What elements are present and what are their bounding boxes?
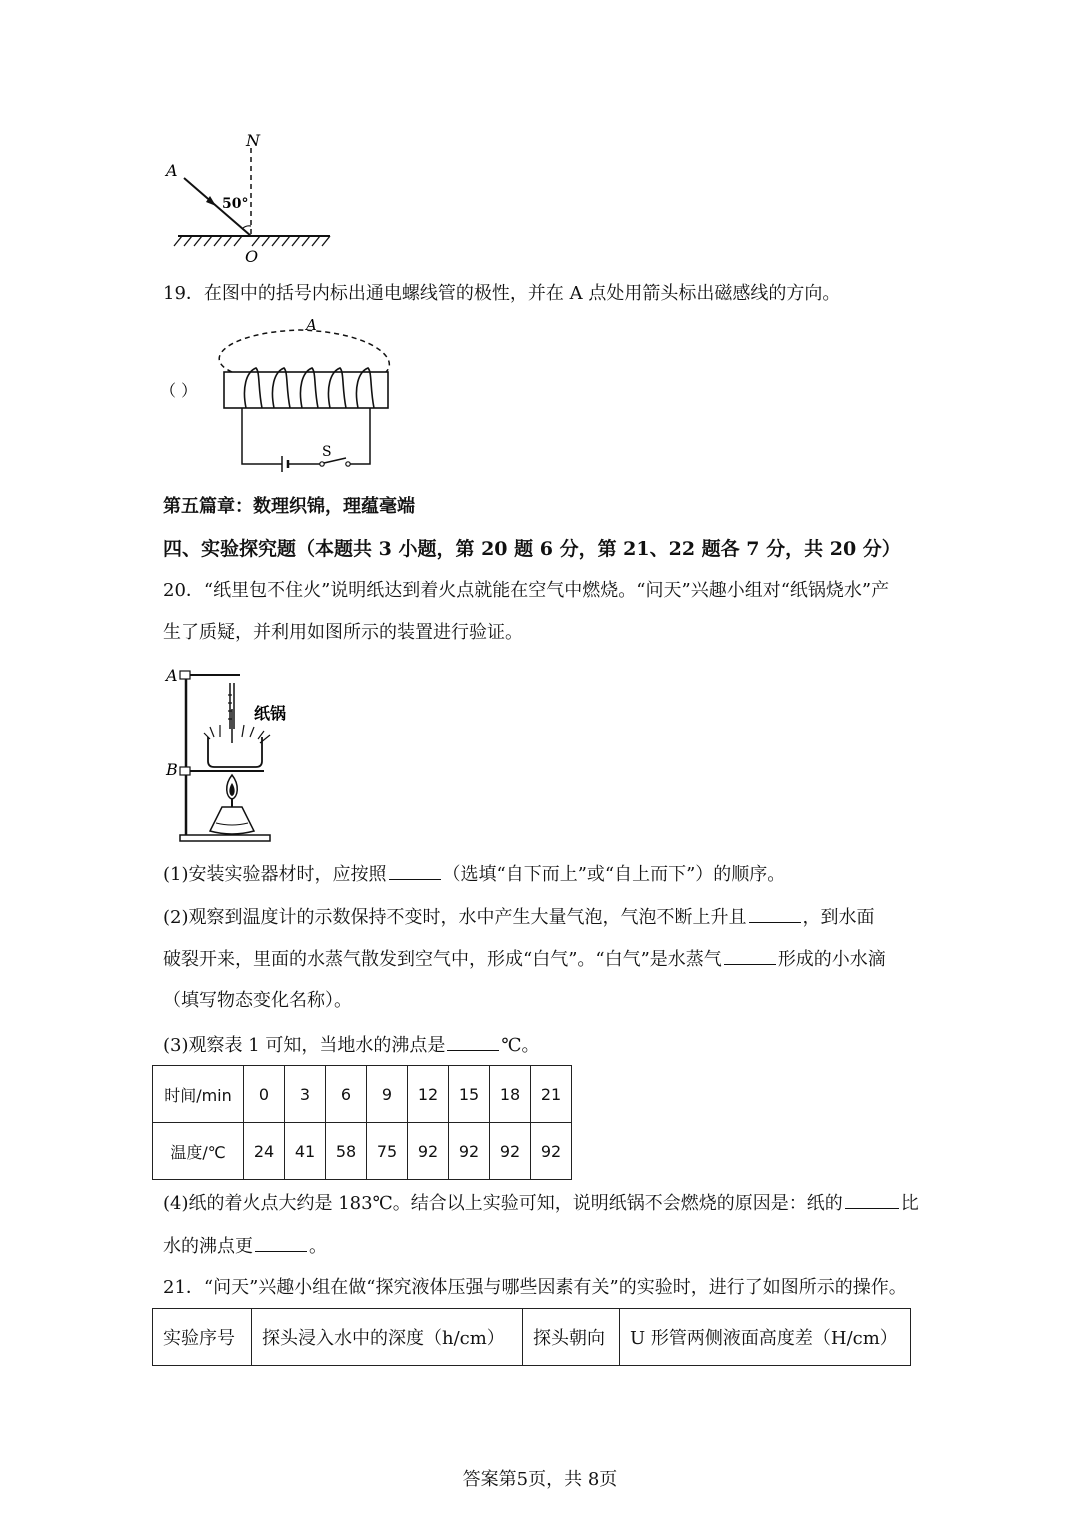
table-cell: 58 xyxy=(326,1123,367,1180)
table-cell: 92 xyxy=(408,1123,449,1180)
q20-part4-line1: (4)纸的着火点大约是 183℃。结合以上实验可知，说明纸锅不会燃烧的原因是：纸的 比 xyxy=(163,1190,919,1217)
question-21: 21．“问天”兴趣小组在做“探究液体压强与哪些因素有关”的实验时，进行了如图所示的操作。 xyxy=(163,1277,907,1298)
table-cell: 21 xyxy=(531,1066,572,1123)
answer-blank[interactable] xyxy=(845,1190,899,1209)
label-a: A xyxy=(166,161,178,180)
apparatus-diagram xyxy=(160,665,310,845)
table-cell: 9 xyxy=(367,1066,408,1123)
label-a: A xyxy=(306,318,317,334)
question-19: 19．在图中的括号内标出通电螺线管的极性，并在 A 点处用箭头标出磁感线的方向。 xyxy=(163,283,841,304)
table-cell: 18 xyxy=(490,1066,531,1123)
data-table-1 xyxy=(152,1065,572,1180)
table-header: U 形管两侧液面高度差（H/cm） xyxy=(620,1309,911,1366)
q20-part1: (1)安装实验器材时，应按照 （选填“自下而上”或“自上而下”）的顺序。 xyxy=(163,861,785,888)
q20-part2-line1: (2)观察到温度计的示数保持不变时，水中产生大量气泡，气泡不断上升且 ，到水面 xyxy=(163,904,875,931)
section-title: 四、实验探究题（本题共 3 小题，第 20 题 6 分，第 21、22 题各 7 分，共 20 分） xyxy=(163,538,901,560)
q20-part2-line2: 破裂开来，里面的水蒸气散发到空气中，形成“白气”。“白气”是水蒸气 形成的小水滴 xyxy=(163,946,886,973)
answer-blank[interactable] xyxy=(255,1233,307,1252)
table-cell: 12 xyxy=(408,1066,449,1123)
table-cell: 6 xyxy=(326,1066,367,1123)
solenoid-diagram xyxy=(160,318,410,473)
table-header-temp: 温度/℃ xyxy=(153,1123,244,1180)
table-cell: 24 xyxy=(244,1123,285,1180)
question-20-line1: 20．“纸里包不住火”说明纸达到着火点就能在空气中燃烧。“问天”兴趣小组对“纸锅烧水”产 xyxy=(163,580,890,601)
label-n: N xyxy=(246,131,260,150)
table-cell: 41 xyxy=(285,1123,326,1180)
table-cell: 0 xyxy=(244,1066,285,1123)
q20-part3: (3)观察表 1 可知，当地水的沸点是 ℃。 xyxy=(163,1032,540,1059)
answer-blank[interactable] xyxy=(447,1032,499,1051)
chapter-title: 第五篇章：数理织锦，理蕴毫端 xyxy=(163,496,415,517)
table-header: 探头浸入水中的深度（h/cm） xyxy=(252,1309,523,1366)
table-cell: 3 xyxy=(285,1066,326,1123)
pole-parenthesis: （ ） xyxy=(160,381,198,400)
label-a: A xyxy=(166,666,178,685)
switch-label: S xyxy=(322,444,332,460)
table-header: 探头朝向 xyxy=(523,1309,620,1366)
table-cell: 92 xyxy=(490,1123,531,1180)
label-o: O xyxy=(245,247,259,266)
q20-part2-line3: （填写物态变化名称）。 xyxy=(163,990,352,1011)
reflection-diagram xyxy=(160,128,340,268)
answer-blank[interactable] xyxy=(749,904,801,923)
question-20-line2: 生了质疑，并利用如图所示的装置进行验证。 xyxy=(163,622,523,643)
paper-pot-label: 纸锅 xyxy=(254,704,287,723)
table-header-time: 时间/min xyxy=(153,1066,244,1123)
label-b: B xyxy=(166,760,178,779)
table-cell: 92 xyxy=(531,1123,572,1180)
table-header: 实验序号 xyxy=(153,1309,252,1366)
answer-blank[interactable] xyxy=(724,946,776,965)
table-cell: 75 xyxy=(367,1123,408,1180)
q20-part4-line2: 水的沸点更 。 xyxy=(163,1233,327,1260)
page-footer: 答案第5页，共 8页 xyxy=(462,1469,618,1490)
table-cell: 92 xyxy=(449,1123,490,1180)
table-cell: 15 xyxy=(449,1066,490,1123)
angle-label: 50° xyxy=(222,196,249,212)
data-table-2 xyxy=(152,1308,911,1366)
answer-blank[interactable] xyxy=(389,861,441,880)
